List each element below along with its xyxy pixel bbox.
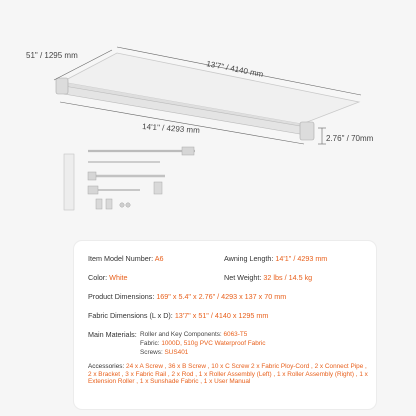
accessories-block: Accessories: 24 x A Screw , 36 x B Screw , 10 x C Screw 2 x Fabric Ploy-Cord , 2 x Connect Pipe , 2 x Bracket , 3 x Fabric Rail , 2 x Rod , 1 x Roller Assembly (Left) , 1 x Roller Assembly (Right) , 1 x Extension Roller , 1 x Sunshade Fabric , 1 x User Manual xyxy=(88,363,368,386)
accessories-illustration xyxy=(64,147,195,210)
bracket xyxy=(154,182,162,194)
bottom-length-label: 14'1" / 4293 mm xyxy=(141,122,201,136)
fabric-row: Fabric: 1000D, 510g PVC Waterproof Fabric xyxy=(140,340,266,347)
top-length-label: 13'7" / 4140 mm xyxy=(205,59,265,79)
model-row: Item Model Number: A6 xyxy=(88,254,164,263)
materials-label: Main Materials: xyxy=(88,330,137,339)
screws xyxy=(120,203,124,207)
fabric-roll xyxy=(64,154,74,210)
spec-card xyxy=(74,241,376,409)
width-label: 51" / 1295 mm xyxy=(26,51,78,60)
awning-length-row: Awning Length: 14'1" / 4293 mm xyxy=(224,254,328,263)
fabric-dimensions-row: Fabric Dimensions (L x D): 13'7" x 51" / 4140 x 1295 mm xyxy=(88,311,269,320)
product-dimensions-row: Product Dimensions: 169" x 5.4" x 2.76" / 4293 x 137 x 70 mm xyxy=(88,292,287,301)
height-label: 2.76" / 70mm xyxy=(326,134,374,143)
awning-end-cap-right xyxy=(300,122,314,140)
color-row: Color: White xyxy=(88,273,128,282)
screws-row: Screws: SUS401 xyxy=(140,349,189,356)
weight-row: Net Weight: 32 lbs / 14.5 kg xyxy=(224,273,313,282)
awning-end-cap-left xyxy=(56,78,68,94)
roller-row: Roller and Key Components: 6063-T5 xyxy=(140,331,248,338)
